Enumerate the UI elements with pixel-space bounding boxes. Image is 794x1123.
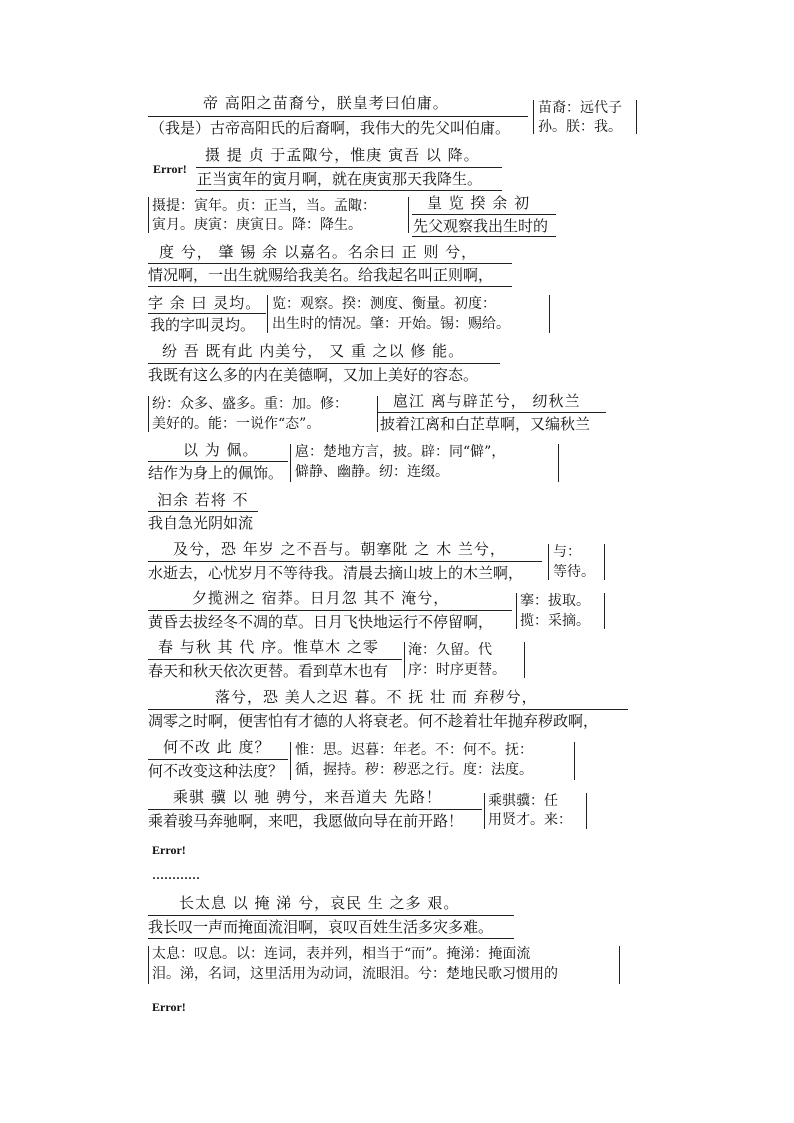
note-bracket (404, 197, 409, 233)
verse-original: 何不改 此 度？ (163, 738, 271, 756)
verse-translation: 我长叹一声而掩面流泪啊，哀叹百姓生活多灾多难。 (148, 918, 494, 936)
note-bracket (520, 642, 525, 678)
note-line: 等待。 (553, 564, 595, 580)
verse-translation: 乘着骏马奔驰啊，来吧，我愿做向导在前开路！ (148, 812, 464, 830)
note-line: 僻静、幽静。纫：连缀。 (295, 464, 449, 480)
divider (148, 263, 512, 264)
verse-original: 春 与秋 其 代 序。惟草木 之零 (158, 638, 379, 656)
note-line: 摄提：寅年。贞：正当，当。孟陬： (152, 198, 376, 214)
error-text: Error! (152, 843, 186, 857)
note-line: 泪。涕，名词，这里活用为动词，流眼泪。兮：楚地民歌习惯用的 (152, 966, 558, 982)
verse-original: 汩余 若将 不 (157, 491, 249, 509)
note-line: 序：时序更替。 (408, 662, 506, 678)
ellipsis: ………… (152, 868, 200, 882)
verse-translation: 春天和秋天依次更替。看到草木也有 (148, 662, 389, 680)
divider (148, 659, 402, 660)
divider (148, 610, 512, 611)
divider (148, 461, 288, 462)
verse-translation: 先父观察我出生时的 (413, 217, 549, 235)
verse-original: 皇 览 揆 余 初 (427, 194, 531, 212)
note-line: 孙。朕：我。 (538, 119, 622, 135)
divider (412, 214, 556, 215)
note-line: 太息：叹息。以：连词，表并列，相当于“而”。掩涕：掩面流 (152, 946, 531, 962)
note-line: 苗裔：远代子 (538, 100, 622, 116)
divider (148, 809, 482, 810)
verse-original: 乘骐 骥 以 驰 骋兮，来吾道夫 先路！ (173, 788, 442, 806)
verse-translation: 水逝去，心忧岁月不等待我。清晨去摘山坡上的木兰啊， (148, 564, 524, 582)
verse-translation: 黄昏去拔经冬不凋的草。日月飞快地运行不停留啊， (148, 613, 494, 631)
verse-original: 帝 高阳之苗裔兮，朕皇考曰伯庸。 (203, 94, 449, 112)
note-line: 出生时的情况。肇：开始。锡：赐给。 (272, 316, 510, 332)
note-bracket (582, 793, 587, 829)
verse-original: 字 余 曰 灵均。 (148, 294, 262, 312)
note-line: 淹：久留。代 (408, 642, 492, 658)
verse-original: 度 兮， 肇 锡 余 以嘉名。名余曰 正 则 兮， (159, 243, 478, 261)
note-line: 揽：采摘。 (520, 613, 590, 629)
note-line: 寅月。庚寅：庚寅日。降：降生。 (152, 217, 362, 233)
note-line: 览：观察。揆：测度、衡量。初度： (272, 296, 496, 312)
note-bracket (554, 444, 559, 482)
note-line: 循，握持。秽：秽恶之行。度：法度。 (295, 762, 533, 778)
verse-original: 以 为 佩。 (183, 441, 259, 459)
note-line: 纷：众多、盛多。重：加。修： (152, 396, 348, 412)
divider (148, 759, 288, 760)
note-line: 与： (553, 544, 581, 560)
note-line: 搴：拔取。 (520, 593, 590, 609)
note-bracket (373, 396, 378, 432)
verse-original: 摄 提 贞 于孟陬兮，惟庚 寅吾 以 降。 (205, 146, 480, 164)
verse-original: 扈江 离与辟芷兮， 纫秋兰 (393, 392, 581, 410)
verse-translation: 凋零之时啊，便害怕有才德的人将衰老。何不趁着壮年抛弃秽政啊， (148, 712, 599, 730)
error-text: Error! (152, 1000, 186, 1014)
note-line: 用贤才。来： (488, 812, 572, 828)
divider (148, 938, 514, 939)
verse-translation: 情况啊，一出生就赐给我美名。给我起名叫正则啊， (148, 266, 494, 284)
note-bracket (615, 946, 620, 984)
divider (148, 313, 266, 314)
divider (196, 167, 502, 168)
note-line: 乘骐骥：任 (488, 793, 558, 809)
divider (148, 286, 512, 287)
divider (148, 363, 500, 364)
verse-translation: 我自急光阴如流 (148, 514, 254, 532)
divider (412, 236, 556, 237)
note-bracket (600, 593, 605, 629)
divider (148, 915, 514, 916)
note-bracket (632, 100, 637, 134)
divider (196, 190, 502, 191)
note-bracket (545, 295, 550, 333)
verse-translation: 正当寅年的寅月啊，就在庚寅那天我降生。 (197, 170, 483, 188)
divider (148, 511, 258, 512)
verse-translation: 披着江离和白芷草啊，又编秋兰 (380, 415, 591, 433)
verse-original: 落兮，恐 美人之迟 暮。不 抚 壮 而 弃秽兮， (215, 688, 538, 706)
note-line: 惟：思。迟暮：年老。不：何不。抚： (295, 742, 533, 758)
note-bracket (570, 742, 575, 780)
note-line: 扈：楚地方言，披。辟：同“僻”， (295, 444, 506, 460)
note-bracket (600, 544, 605, 580)
verse-translation: 我既有这么多的内在美德啊，又加上美好的容态。 (148, 366, 479, 384)
divider (148, 116, 528, 117)
verse-original: 纷 吾 既有此 内美兮， 又 重 之以 修 能。 (162, 342, 465, 360)
verse-translation: （我是）古帝高阳氏的后裔啊，我伟大的先父叫伯庸。 (150, 119, 511, 137)
divider (148, 561, 542, 562)
divider (378, 412, 606, 413)
note-line: 美好的。能：一说作“态”。 (152, 416, 321, 432)
verse-translation: 结作为身上的佩饰。 (148, 464, 284, 482)
verse-original: 夕揽洲之 宿莽。日月忽 其不 淹兮， (192, 589, 450, 607)
divider (148, 709, 628, 710)
verse-original: 及兮，恐 年岁 之不吾与。朝搴阰 之 木 兰兮， (173, 540, 506, 558)
verse-translation: 何不改变这种法度？ (148, 762, 284, 780)
verse-original: 长太息 以 掩 涕 兮，哀民 生 之多 艰。 (179, 894, 460, 912)
error-text: Error! (153, 162, 187, 176)
verse-translation: 我的字叫灵均。 (150, 316, 256, 334)
